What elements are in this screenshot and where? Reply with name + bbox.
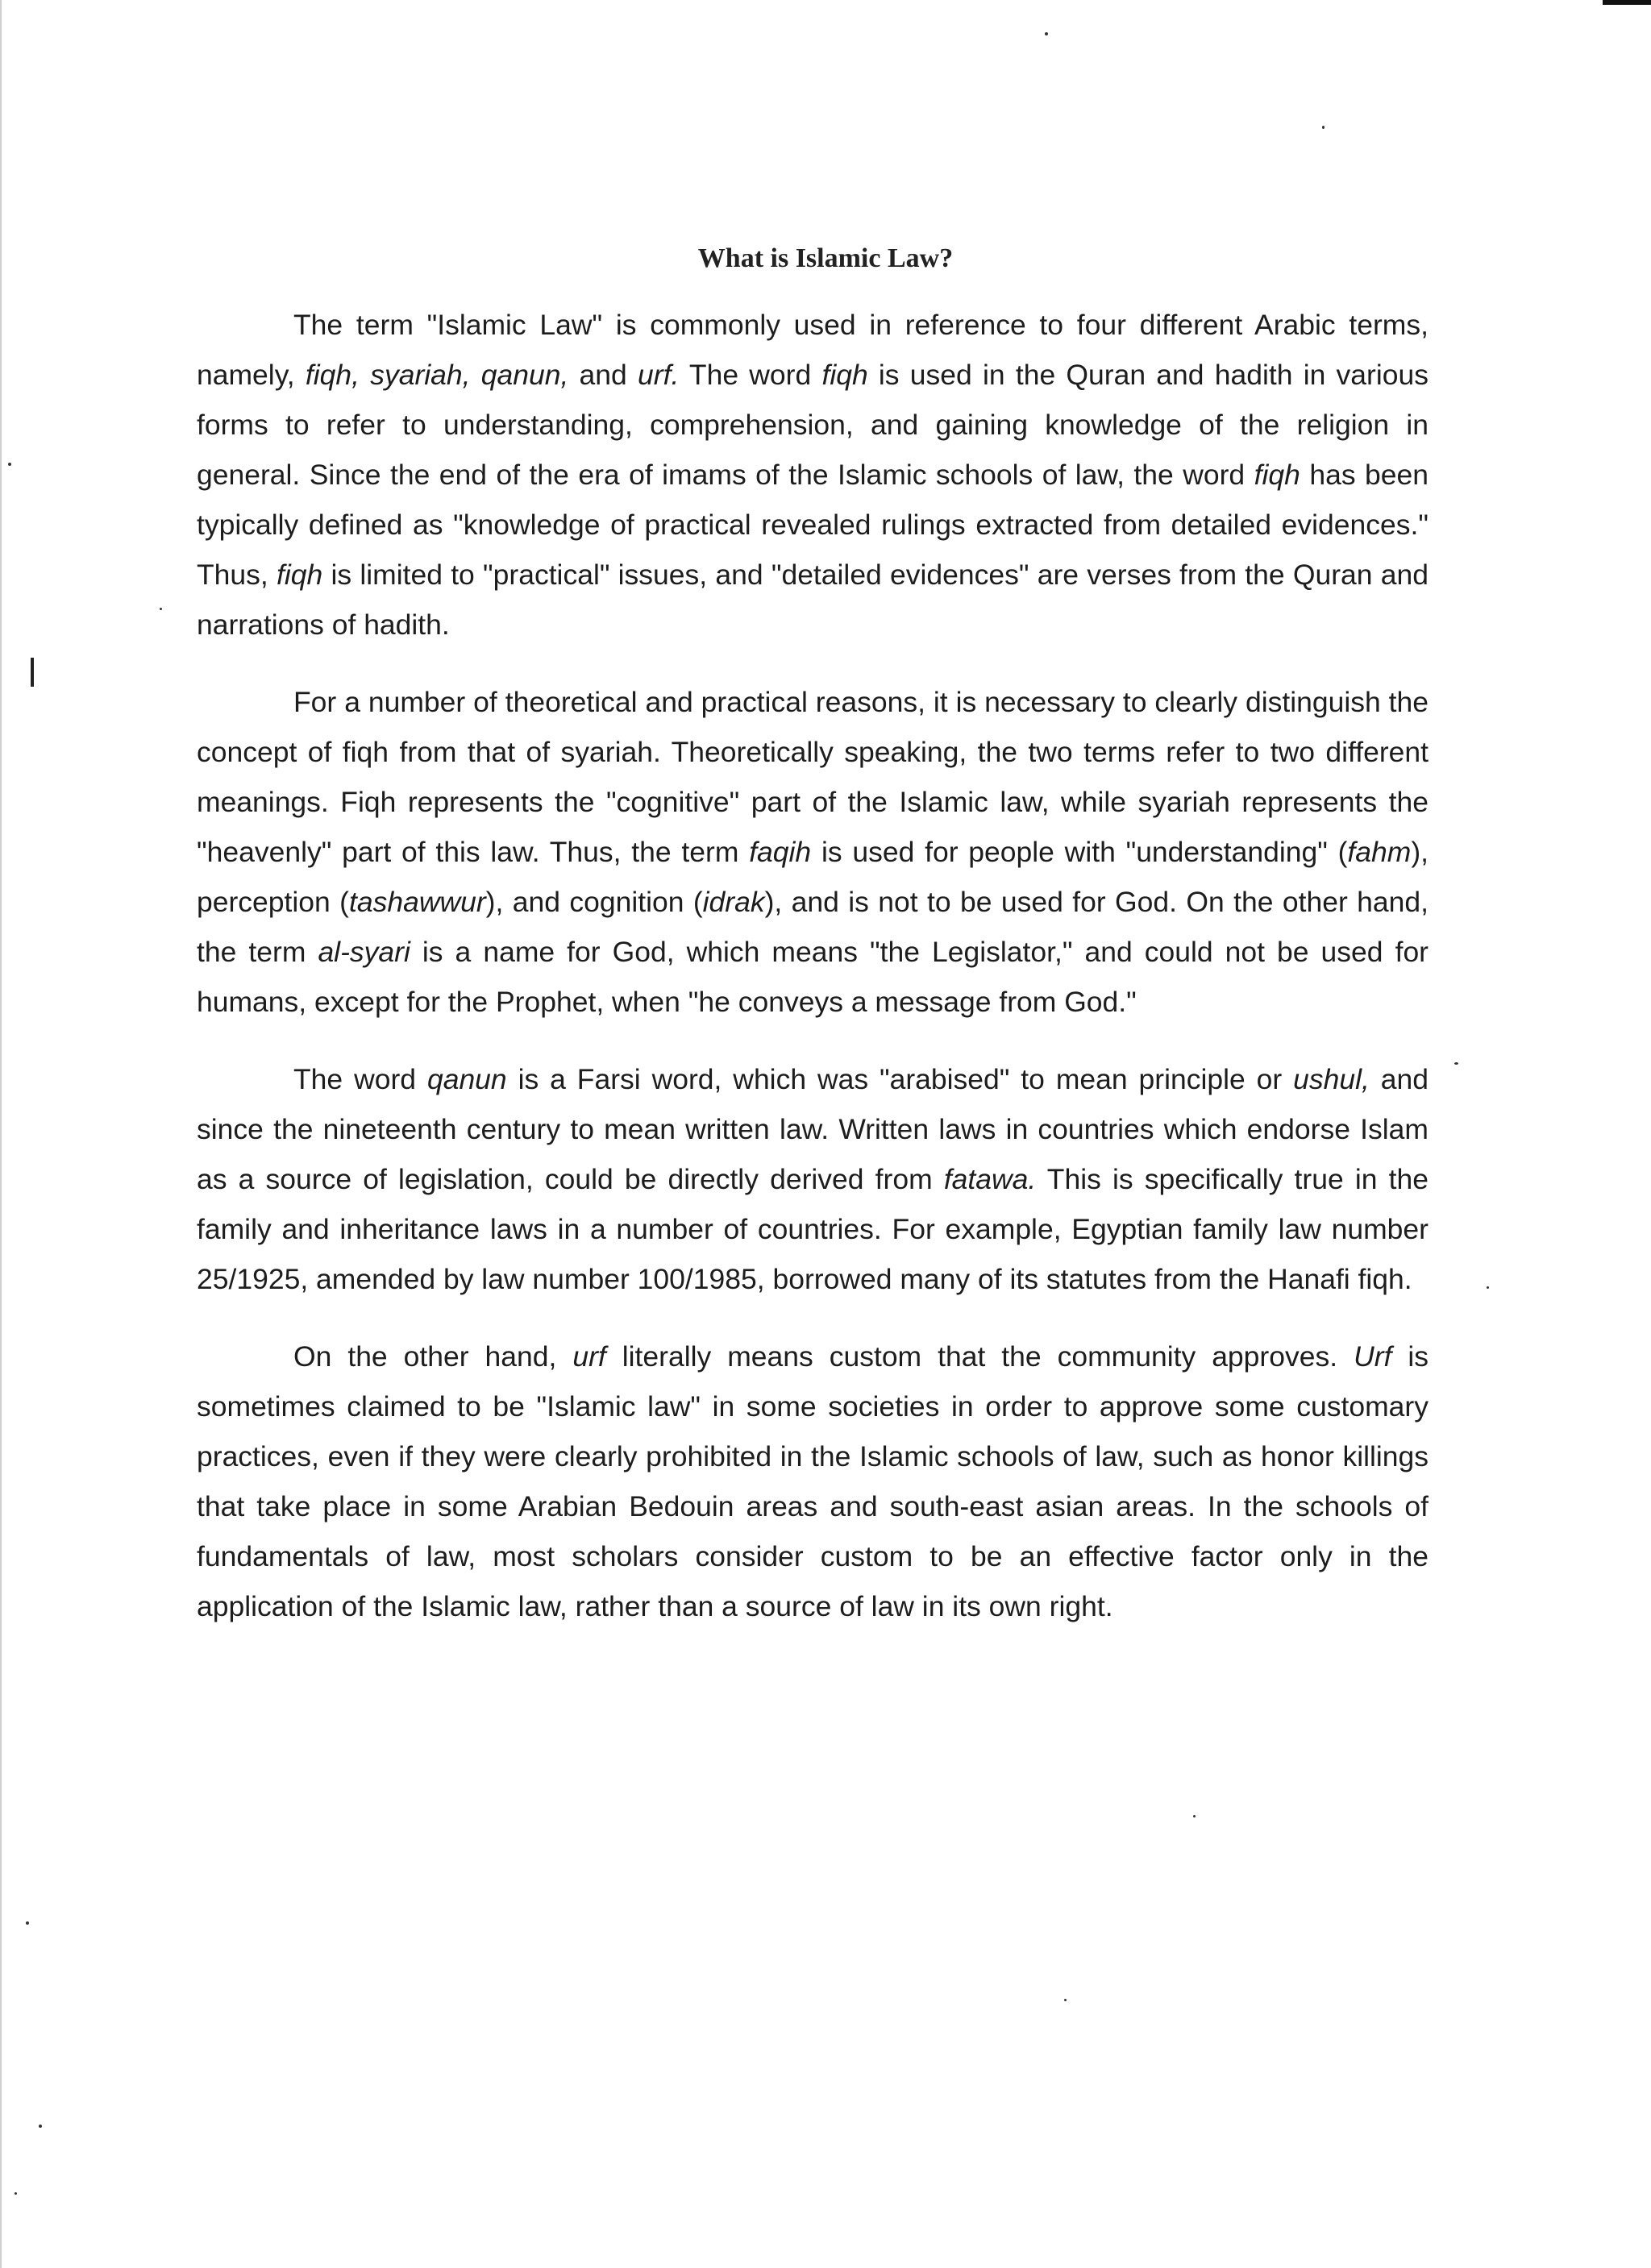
- paragraph: [197, 1054, 1429, 1304]
- text-run: is limited to "practical" issues, and "detailed evidences" are verses from the Quran and narrations of hadith.: [197, 559, 1429, 641]
- italic-term: fiqh: [1254, 459, 1300, 491]
- italic-term: ushul,: [1293, 1063, 1370, 1095]
- text-run: ), perception (: [197, 836, 1429, 918]
- scan-speck: [26, 1921, 29, 1925]
- italic-term: al-syari: [318, 936, 410, 968]
- paragraph: [197, 300, 1429, 650]
- scan-speck: [39, 2125, 42, 2128]
- italic-term: urf.: [638, 359, 680, 391]
- text-run: is used for people with "understanding" (: [811, 836, 1348, 868]
- paragraph: [197, 677, 1429, 1027]
- text-run: is a name for God, which means "the Legislator," and could not be used for humans, except for the Prophet, when "he conveys a message from God.": [197, 936, 1429, 1018]
- scan-speck: [1064, 1999, 1067, 2001]
- italic-term: fiqh: [277, 559, 323, 591]
- text-run: The word: [293, 1063, 427, 1095]
- scan-speck: [1487, 1286, 1489, 1289]
- scan-speck: [1193, 1815, 1196, 1817]
- text-run: is used in the Quran and hadith in various forms to refer to understanding, comprehension, and gaining knowledge of the religion in general. Since the end of the era of imams of the Islamic schools of law, the word: [197, 359, 1429, 491]
- scan-speck: [160, 608, 162, 610]
- text-run: ), and cognition (: [485, 886, 703, 918]
- text-run: ), and is not to be used for God. On the other hand, the term: [197, 886, 1429, 968]
- scan-edge-line: [0, 0, 2, 2268]
- italic-term: fahm: [1347, 836, 1412, 868]
- text-run: This is specifically true in the family and inheritance laws in a number of countries. For example, Egyptian family law number 25/1925, amended by law number 100/1985, borrowed many of its statutes from the Hanafi fiqh.: [197, 1163, 1429, 1295]
- italic-term: fiqh: [821, 359, 868, 391]
- italic-term: fiqh, syariah, qanun,: [305, 359, 569, 391]
- scan-speck: [8, 463, 11, 466]
- text-run: and since the nineteenth century to mean written law. Written laws in countries which endorse Islam as a source of legislation, could be directly derived from: [197, 1063, 1429, 1195]
- text-run: The word: [679, 359, 822, 391]
- italic-term: urf: [572, 1340, 606, 1373]
- italic-term: Urf: [1354, 1340, 1392, 1373]
- text-run: For a number of theoretical and practical reasons, it is necessary to clearly distinguish the concept of fiqh from that of syariah. Theoretically speaking, the two terms refer to two different meanings. Fiqh represents the "cognitive" part of the Islamic law, while syariah represents the "heavenly" part of this law. Thus, the term: [197, 686, 1429, 868]
- italic-term: idrak: [702, 886, 765, 918]
- text-run: is sometimes claimed to be "Islamic law" in some societies in order to approve some customary practices, even if they were clearly prohibited in the Islamic schools of law, such as honor killings that take place in some Arabian Bedouin areas and south-east asian areas. In the schools of fundamentals of law, most scholars consider custom to be an effective factor only in the application of the Islamic law, rather than a source of law in its own right.: [197, 1340, 1429, 1622]
- text-run: On the other hand,: [293, 1340, 573, 1373]
- scan-speck: [1045, 32, 1048, 35]
- document-title: What is Islamic Law?: [697, 243, 954, 273]
- scan-corner-mark: [1603, 0, 1651, 5]
- scan-speck: [1322, 126, 1325, 129]
- text-run: is a Farsi word, which was "arabised" to mean principle or: [506, 1063, 1294, 1095]
- text-run: and: [568, 359, 638, 391]
- scan-mark: [31, 658, 34, 687]
- text-run: literally means custom that the community approves.: [605, 1340, 1354, 1373]
- italic-term: fatawa.: [943, 1163, 1037, 1195]
- paragraph: [197, 1331, 1429, 1631]
- text-run: The term "Islamic Law" is commonly used in reference to four different Arabic terms, namely,: [197, 309, 1429, 391]
- italic-term: faqih: [749, 836, 812, 868]
- scan-speck: [15, 2192, 17, 2195]
- italic-term: qanun: [426, 1063, 507, 1095]
- italic-term: tashawwur: [348, 886, 486, 918]
- document-body: [197, 300, 1429, 1659]
- scan-speck: [1454, 1062, 1458, 1065]
- text-run: has been typically defined as "knowledge of practical revealed rulings extracted from detailed evidences." Thus,: [197, 459, 1429, 591]
